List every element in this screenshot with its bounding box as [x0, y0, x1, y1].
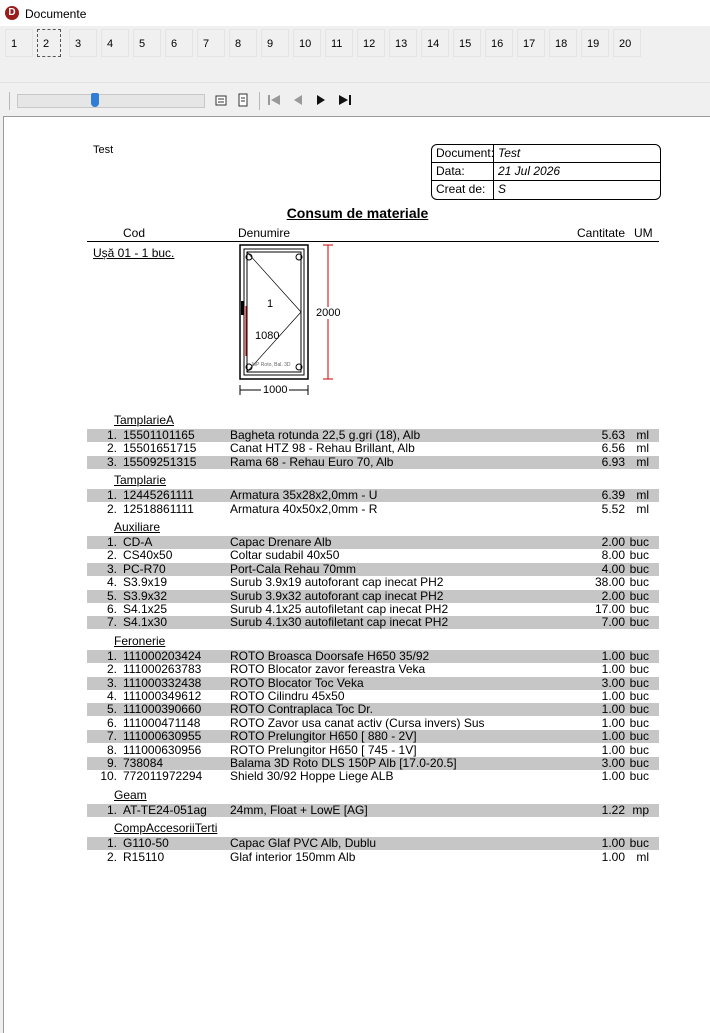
section-header: TamplarieA: [114, 413, 175, 427]
preview-toolbar: [0, 88, 710, 114]
page-button-14[interactable]: 14: [421, 29, 449, 57]
material-code: 111000332438: [123, 675, 202, 690]
column-header-um: UM: [634, 226, 653, 240]
info-value: 21 Jul 2026: [498, 164, 561, 178]
material-row: [87, 442, 659, 455]
material-quantity: 3.00: [601, 756, 625, 770]
material-row: [87, 717, 659, 730]
material-quantity: 1.00: [601, 689, 625, 703]
material-unit: ml: [636, 428, 649, 442]
material-unit: buc: [629, 662, 649, 677]
info-row-date: [432, 163, 660, 180]
material-row: [87, 757, 659, 770]
row-number: 3.: [106, 675, 117, 690]
drawing-width-dimension: 1000: [263, 384, 288, 396]
row-number: 1.: [106, 488, 117, 503]
material-unit: buc: [629, 769, 649, 784]
material-code: 738084: [123, 756, 164, 770]
material-row: [87, 616, 659, 629]
row-number: 1.: [106, 535, 117, 549]
page-button-7[interactable]: 7: [197, 29, 225, 57]
material-quantity: 6.39: [601, 488, 625, 503]
page-width-icon[interactable]: [214, 93, 228, 107]
material-unit: buc: [629, 702, 649, 717]
material-row: [87, 703, 659, 716]
material-code: AT-TE24-051ag: [123, 802, 207, 817]
material-row: [87, 503, 659, 516]
material-quantity: 4.00: [601, 561, 625, 576]
row-number: 1.: [106, 428, 117, 442]
row-number: 4.: [106, 575, 117, 590]
info-row-created-by: [432, 181, 660, 198]
material-code: CD-A: [123, 535, 153, 549]
material-unit: ml: [636, 849, 649, 864]
material-quantity: 2.00: [601, 588, 625, 603]
material-name: ROTO Broasca Doorsafe H650 35/92: [230, 648, 430, 663]
section-header: Auxiliare: [114, 520, 161, 534]
material-name: ROTO Contraplaca Toc Dr.: [230, 702, 373, 717]
section-header: CompAccesoriiTerti: [114, 821, 218, 836]
report-title: Consum de materiale: [286, 205, 429, 221]
first-page-icon[interactable]: [267, 93, 281, 107]
report-header-left: Test: [93, 144, 114, 156]
material-quantity: 1.00: [601, 769, 625, 784]
row-number: 2.: [106, 501, 117, 516]
material-quantity: 17.00: [594, 602, 625, 616]
material-quantity: 6.56: [601, 441, 625, 456]
row-number: 7.: [106, 615, 117, 630]
material-name: Surub 3.9x32 autoforant cap inecat PH2: [230, 588, 444, 603]
page-button-13[interactable]: 13: [389, 29, 417, 57]
material-name: 24mm, Float + LowE [AG]: [230, 802, 368, 817]
material-unit: buc: [629, 756, 649, 770]
door-drawing: [234, 241, 364, 401]
material-row: [87, 837, 659, 850]
drawing-inner-dimension: 1080: [255, 330, 280, 342]
material-quantity: 38.00: [594, 575, 625, 590]
material-code: S3.9x32: [123, 588, 168, 603]
material-quantity: 2.00: [601, 535, 625, 549]
material-row: [87, 489, 659, 502]
material-row: [87, 563, 659, 576]
material-code: 12445261111: [123, 488, 194, 503]
material-code: 772011972294: [123, 769, 203, 784]
prev-page-icon[interactable]: [291, 93, 305, 107]
row-number: 2.: [106, 548, 117, 563]
material-quantity: 1.00: [601, 702, 625, 717]
material-quantity: 6.93: [601, 454, 625, 469]
row-number: 2.: [106, 662, 117, 677]
column-header-denumire: Denumire: [238, 226, 291, 240]
page-button-4[interactable]: 4: [101, 29, 129, 57]
material-unit: ml: [636, 488, 649, 503]
material-name: Shield 30/92 Hoppe Liege ALB: [230, 769, 394, 784]
row-number: 3.: [106, 561, 117, 576]
window-title: Documente: [25, 7, 87, 21]
row-number: 6.: [106, 602, 117, 616]
material-unit: buc: [629, 602, 649, 616]
material-code: 111000630956: [123, 742, 202, 757]
page-button-8[interactable]: 8: [229, 29, 257, 57]
drawing-height-dimension: 2000: [316, 307, 341, 319]
toolbar-separator: [9, 92, 10, 110]
material-quantity: 1.22: [601, 802, 625, 817]
material-code: 111000630955: [123, 729, 202, 744]
material-name: ROTO Cilindru 45x50: [230, 689, 345, 703]
material-quantity: 1.00: [601, 648, 625, 663]
drawing-hardware-note: MP Roto, Bal. 3D: [252, 362, 291, 368]
material-name: Armatura 35x28x2,0mm - U: [230, 488, 378, 503]
material-code: 15501101165: [123, 428, 195, 442]
material-quantity: 7.00: [601, 615, 625, 630]
material-name: ROTO Prelungitor H650 [ 880 - 2V]: [230, 729, 417, 744]
material-name: Capac Glaf PVC Alb, Dublu: [230, 836, 377, 851]
next-page-icon[interactable]: [314, 93, 328, 107]
header-rule: [87, 241, 659, 242]
material-row: [87, 549, 659, 562]
material-row: [87, 590, 659, 603]
drawing-sash-label: 1: [267, 298, 274, 310]
page-selector-bar: [0, 26, 710, 83]
page-button-1[interactable]: 1: [5, 29, 33, 57]
material-code: 111000349612: [123, 689, 202, 703]
material-unit: buc: [629, 715, 649, 730]
material-name: Rama 68 - Rehau Euro 70, Alb: [230, 454, 394, 469]
page-button-6[interactable]: 6: [165, 29, 193, 57]
page-button-17[interactable]: 17: [517, 29, 545, 57]
material-quantity: 3.00: [601, 675, 625, 690]
material-name: Balama 3D Roto DLS 150P Alb [17.0-20.5]: [230, 756, 457, 770]
material-quantity: 1.00: [601, 662, 625, 677]
material-name: Surub 4.1x25 autofiletant cap inecat PH2: [230, 602, 449, 616]
material-quantity: 1.00: [601, 715, 625, 730]
page-button-11[interactable]: 11: [325, 29, 353, 57]
material-code: G110-50: [123, 836, 169, 851]
material-quantity: 5.52: [601, 501, 625, 516]
row-number: 1.: [106, 802, 117, 817]
material-row: [87, 663, 659, 676]
material-code: PC-R70: [123, 561, 166, 576]
material-name: ROTO Prelungitor H650 [ 745 - 1V]: [230, 742, 417, 757]
material-unit: buc: [629, 535, 649, 549]
material-row: [87, 536, 659, 549]
material-row: [87, 456, 659, 469]
material-name: Surub 3.9x19 autoforant cap inecat PH2: [230, 575, 444, 590]
page-button-16[interactable]: 16: [485, 29, 513, 57]
info-value: S: [498, 182, 507, 196]
material-unit: buc: [629, 836, 649, 851]
material-name: ROTO Blocator zavor fereastra Veka: [230, 662, 426, 677]
material-quantity: 8.00: [601, 548, 625, 563]
material-unit: buc: [629, 615, 649, 630]
report-page: [3, 116, 710, 1033]
material-quantity: 1.00: [601, 849, 625, 864]
material-code: 15501651715: [123, 441, 197, 456]
material-quantity: 1.00: [601, 836, 625, 851]
page-button-3[interactable]: 3: [69, 29, 97, 57]
toolbar-separator: [259, 92, 260, 110]
material-unit: buc: [629, 548, 649, 563]
page-button-15[interactable]: 15: [453, 29, 481, 57]
column-header-cantitate: Cantitate: [577, 226, 626, 240]
page-button-9[interactable]: 9: [261, 29, 289, 57]
material-name: ROTO Zavor usa canat activ (Cursa invers) Sus: [230, 715, 485, 730]
row-number: 5.: [106, 702, 117, 717]
row-number: 3.: [106, 454, 117, 469]
material-name: Coltar sudabil 40x50: [230, 548, 340, 563]
material-quantity: 5.63: [601, 428, 625, 442]
material-row: [87, 603, 659, 616]
material-unit: ml: [636, 501, 649, 516]
material-code: S4.1x30: [123, 615, 168, 630]
material-row: [87, 690, 659, 703]
material-code: S3.9x19: [123, 575, 168, 590]
row-number: 7.: [106, 729, 117, 744]
row-number: 2.: [106, 849, 117, 864]
page-button-18[interactable]: 18: [549, 29, 577, 57]
row-number: 4.: [106, 689, 117, 703]
page-button-2[interactable]: 2: [37, 29, 61, 57]
material-unit: buc: [629, 742, 649, 757]
page-button-19[interactable]: 19: [581, 29, 609, 57]
material-code: 111000471148: [123, 715, 201, 730]
material-row: [87, 429, 659, 442]
material-code: R15110: [123, 849, 165, 864]
material-name: Bagheta rotunda 22,5 g.gri (18), Alb: [230, 428, 421, 442]
document-info-box: [431, 144, 661, 200]
material-row: [87, 576, 659, 589]
material-row: [87, 851, 659, 864]
info-label: Creat de:: [436, 182, 486, 196]
row-number: 9.: [106, 756, 117, 770]
page-button-20[interactable]: 20: [613, 29, 641, 57]
material-name: Armatura 40x50x2,0mm - R: [230, 501, 378, 516]
info-row-document: [432, 145, 660, 162]
material-unit: buc: [629, 648, 649, 663]
material-name: Canat HTZ 98 - Rehau Brillant, Alb: [230, 441, 415, 456]
material-row: [87, 730, 659, 743]
material-name: Surub 4.1x30 autofiletant cap inecat PH2: [230, 615, 449, 630]
title-bar: [0, 0, 710, 26]
item-label: Ușă 01 - 1 buc.: [93, 246, 175, 260]
page-button-10[interactable]: 10: [293, 29, 321, 57]
row-number: 5.: [106, 588, 117, 603]
material-row: [87, 744, 659, 757]
material-name: ROTO Blocator Toc Veka: [230, 675, 364, 690]
material-unit: ml: [636, 454, 649, 469]
info-label: Data:: [436, 164, 465, 178]
section-header: Feronerie: [114, 633, 166, 648]
info-value: Test: [498, 146, 521, 160]
material-row: [87, 650, 659, 663]
material-quantity: 1.00: [601, 742, 625, 757]
material-code: 15509251315: [123, 454, 197, 469]
section-header: Geam: [114, 787, 147, 802]
material-code: 111000263783: [123, 662, 202, 677]
column-header-cod: Cod: [123, 226, 146, 240]
row-number: 8.: [106, 742, 117, 757]
row-number: 10.: [100, 769, 117, 784]
material-code: CS40x50: [123, 548, 173, 563]
material-name: Port-Cala Rehau 70mm: [230, 561, 357, 576]
material-code: 111000203424: [123, 648, 202, 663]
row-number: 6.: [106, 715, 117, 730]
material-unit: ml: [636, 441, 649, 456]
row-number: 2.: [106, 441, 117, 456]
material-name: Glaf interior 150mm Alb: [230, 849, 356, 864]
zoom-slider-thumb[interactable]: [91, 93, 99, 107]
material-code: S4.1x25: [123, 602, 168, 616]
material-quantity: 1.00: [601, 729, 625, 744]
material-unit: buc: [629, 689, 649, 703]
material-name: Capac Drenare Alb: [230, 535, 332, 549]
material-unit: buc: [629, 588, 649, 603]
material-row: [87, 770, 659, 783]
material-row: [87, 804, 659, 817]
material-unit: buc: [629, 561, 649, 576]
single-page-icon[interactable]: [236, 93, 250, 107]
material-unit: buc: [629, 575, 649, 590]
section-header: Tamplarie: [114, 473, 167, 488]
app-logo-icon: D: [5, 6, 19, 20]
material-code: 111000390660: [123, 702, 202, 717]
material-unit: buc: [629, 729, 649, 744]
row-number: 1.: [106, 836, 117, 851]
zoom-slider[interactable]: [17, 94, 205, 108]
last-page-icon[interactable]: [338, 93, 352, 107]
material-row: [87, 677, 659, 690]
material-code: 12518861111: [123, 501, 194, 516]
page-button-5[interactable]: 5: [133, 29, 161, 57]
row-number: 1.: [106, 648, 117, 663]
info-label: Document:: [436, 146, 495, 160]
page-button-12[interactable]: 12: [357, 29, 385, 57]
material-unit: mp: [632, 802, 649, 817]
material-unit: buc: [629, 675, 649, 690]
